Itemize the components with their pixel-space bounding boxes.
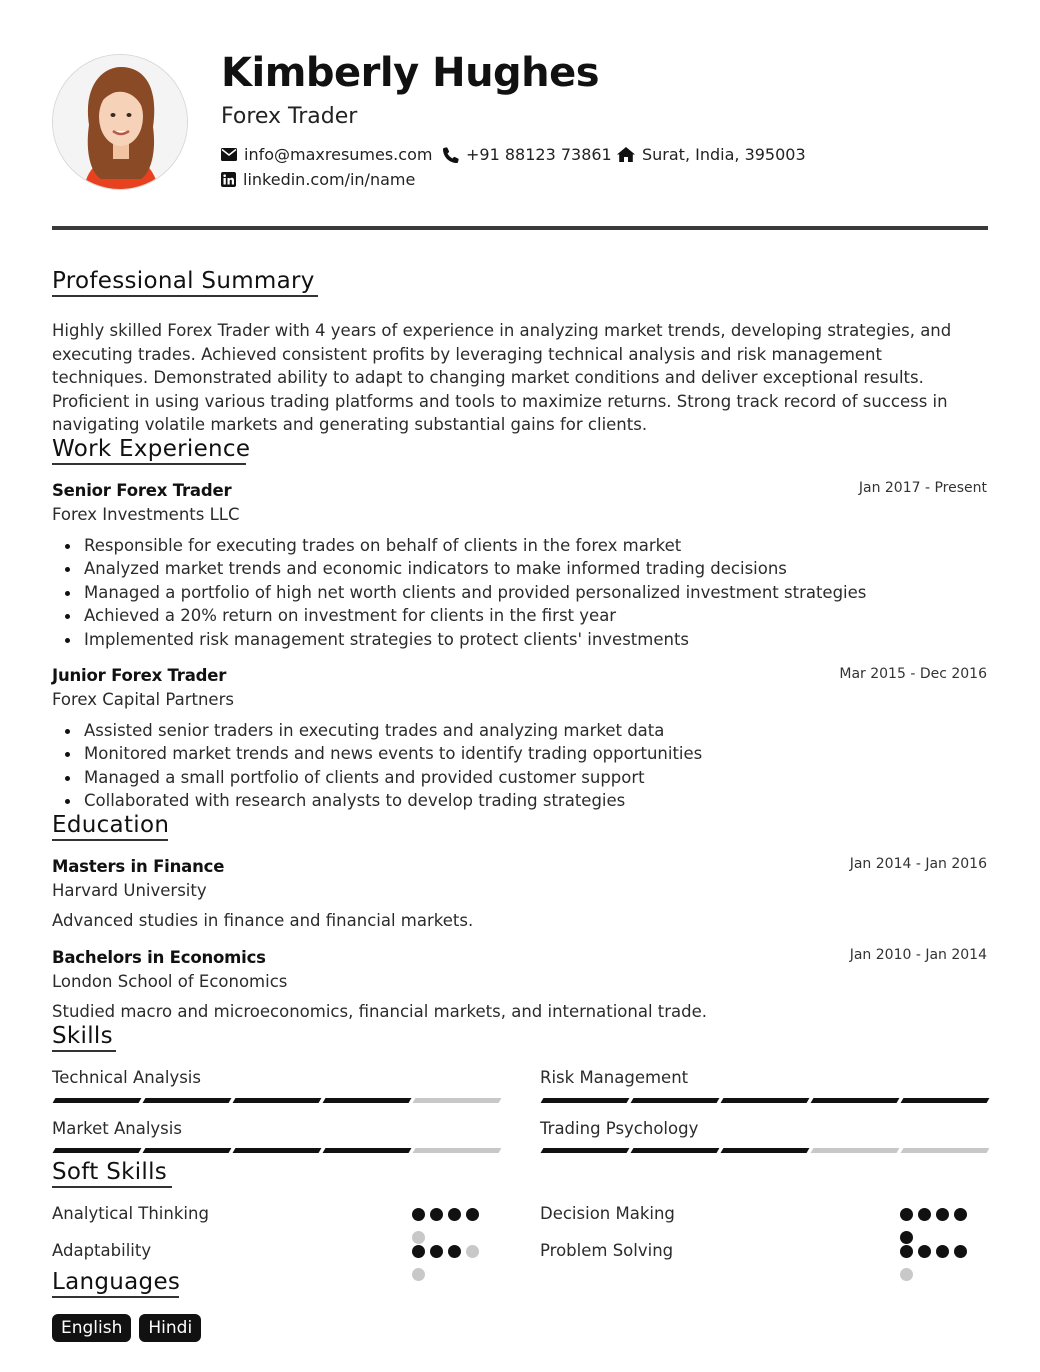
phone-text: +91 88123 73861 [466, 145, 612, 164]
rating-segment [143, 1148, 232, 1153]
rating-dot [412, 1245, 425, 1258]
rating-dot [412, 1208, 425, 1221]
list-item: Responsible for executing trades on behalf of clients in the forex market [52, 534, 866, 557]
list-item: Assisted senior traders in executing trades and analyzing market data [52, 719, 702, 742]
job-company: Forex Capital Partners [52, 690, 234, 709]
soft-skill-label: Problem Solving [540, 1241, 674, 1260]
skill-rating-bar [54, 1098, 504, 1103]
list-item: Implemented risk management strategies to protect clients' investments [52, 628, 866, 651]
rating-dot [900, 1231, 913, 1244]
job-dates: Jan 2017 - Present [858, 480, 987, 496]
skill-label: Technical Analysis [52, 1068, 201, 1087]
skill-label: Risk Management [540, 1068, 689, 1087]
candidate-name: Kimberly Hughes [221, 50, 600, 96]
education-description: Advanced studies in finance and financial markets. [52, 911, 474, 930]
rating-dot [954, 1245, 967, 1258]
rating-dot [936, 1245, 949, 1258]
language-tag: Hindi [139, 1314, 201, 1342]
rating-dot [918, 1208, 931, 1221]
home-icon [617, 147, 635, 162]
linkedin-text: linkedin.com/in/name [243, 170, 416, 189]
header-divider [52, 226, 988, 230]
rating-dot [430, 1245, 443, 1258]
rating-segment [233, 1098, 322, 1103]
section-heading-soft-skills: Soft Skills [52, 1159, 167, 1185]
soft-skill-label: Adaptability [52, 1241, 152, 1260]
section-heading-summary: Professional Summary [52, 268, 315, 294]
rating-dot [466, 1208, 479, 1221]
envelope-icon [221, 148, 237, 161]
school-name: London School of Economics [52, 972, 288, 991]
list-item: Achieved a 20% return on investment for clients in the first year [52, 604, 866, 627]
education-description: Studied macro and microeconomics, financial markets, and international trade. [52, 1002, 708, 1021]
soft-skill-rating-dots [900, 1245, 980, 1291]
contact-location [617, 145, 806, 164]
language-tag: English [52, 1314, 131, 1342]
soft-skill-label: Decision Making [540, 1204, 675, 1223]
list-item: Monitored market trends and news events to identify trading opportunities [52, 742, 702, 765]
skill-rating-bar [542, 1148, 992, 1153]
rating-segment [901, 1148, 990, 1153]
rating-segment [413, 1098, 502, 1103]
language-list [52, 1314, 201, 1342]
location-text: Surat, India, 395003 [642, 145, 806, 164]
list-item: Analyzed market trends and economic indicators to make informed trading decisions [52, 557, 866, 580]
skill-label: Trading Psychology [540, 1119, 699, 1138]
rating-segment [541, 1098, 630, 1103]
rating-segment [811, 1098, 900, 1103]
job-dates: Mar 2015 - Dec 2016 [839, 666, 987, 682]
skill-rating-bar [54, 1148, 504, 1153]
rating-dot [412, 1268, 425, 1281]
rating-dot [900, 1245, 913, 1258]
education-dates: Jan 2010 - Jan 2014 [849, 947, 987, 963]
rating-segment [233, 1148, 322, 1153]
rating-segment [53, 1148, 142, 1153]
job-title: Forex Trader [221, 104, 358, 129]
rating-segment [811, 1148, 900, 1153]
rating-dot [900, 1268, 913, 1281]
rating-segment [413, 1148, 502, 1153]
rating-dot [954, 1208, 967, 1221]
rating-dot [900, 1208, 913, 1221]
rating-segment [323, 1148, 412, 1153]
list-item: Managed a portfolio of high net worth clients and provided personalized investment strategies [52, 581, 866, 604]
education-dates: Jan 2014 - Jan 2016 [849, 856, 987, 872]
section-heading-experience: Work Experience [52, 436, 250, 462]
rating-segment [631, 1098, 720, 1103]
profile-photo [52, 54, 188, 190]
degree-title: Bachelors in Economics [52, 948, 266, 967]
email-text: info@maxresumes.com [244, 145, 433, 164]
job-role: Junior Forex Trader [52, 666, 227, 685]
rating-segment [721, 1098, 810, 1103]
rating-dot [918, 1245, 931, 1258]
soft-skill-rating-dots [412, 1245, 492, 1291]
rating-segment [53, 1098, 142, 1103]
rating-segment [721, 1148, 810, 1153]
contact-email[interactable] [221, 145, 432, 164]
section-heading-languages: Languages [52, 1269, 180, 1295]
summary-text: Highly skilled Forex Trader with 4 years of experience in analyzing market trends, developing strategies, and executing trades. Achieved consistent profits by leveraging technical analysis and risk management techniques. Demonstrated ability to adapt to changing market conditions and deliver exceptional results. Proficient in using various trading platforms and tools to maximize returns. Strong track record of success in navigating volatile markets and generating substantial gains for clients. [52, 321, 952, 434]
phone-icon [443, 147, 459, 163]
rating-dot [412, 1231, 425, 1244]
school-name: Harvard University [52, 881, 207, 900]
rating-dot [430, 1208, 443, 1221]
list-item: Managed a small portfolio of clients and provided customer support [52, 766, 702, 789]
rating-dot [466, 1245, 479, 1258]
section-heading-skills: Skills [52, 1023, 113, 1049]
skill-label: Market Analysis [52, 1119, 182, 1138]
rating-segment [323, 1098, 412, 1103]
rating-dot [448, 1245, 461, 1258]
degree-title: Masters in Finance [52, 857, 225, 876]
rating-dot [936, 1208, 949, 1221]
list-item: Collaborated with research analysts to develop trading strategies [52, 789, 702, 812]
job-bullets [52, 719, 702, 813]
contact-linkedin[interactable] [221, 170, 415, 189]
job-role: Senior Forex Trader [52, 481, 232, 500]
rating-dot [448, 1208, 461, 1221]
rating-segment [631, 1148, 720, 1153]
job-bullets [52, 534, 866, 651]
soft-skill-label: Analytical Thinking [52, 1204, 209, 1223]
contact-phone[interactable] [443, 145, 612, 164]
job-company: Forex Investments LLC [52, 505, 240, 524]
rating-segment [541, 1148, 630, 1153]
rating-segment [901, 1098, 990, 1103]
section-heading-education: Education [52, 812, 169, 838]
linkedin-icon [221, 172, 236, 187]
skill-rating-bar [542, 1098, 992, 1103]
rating-segment [143, 1098, 232, 1103]
